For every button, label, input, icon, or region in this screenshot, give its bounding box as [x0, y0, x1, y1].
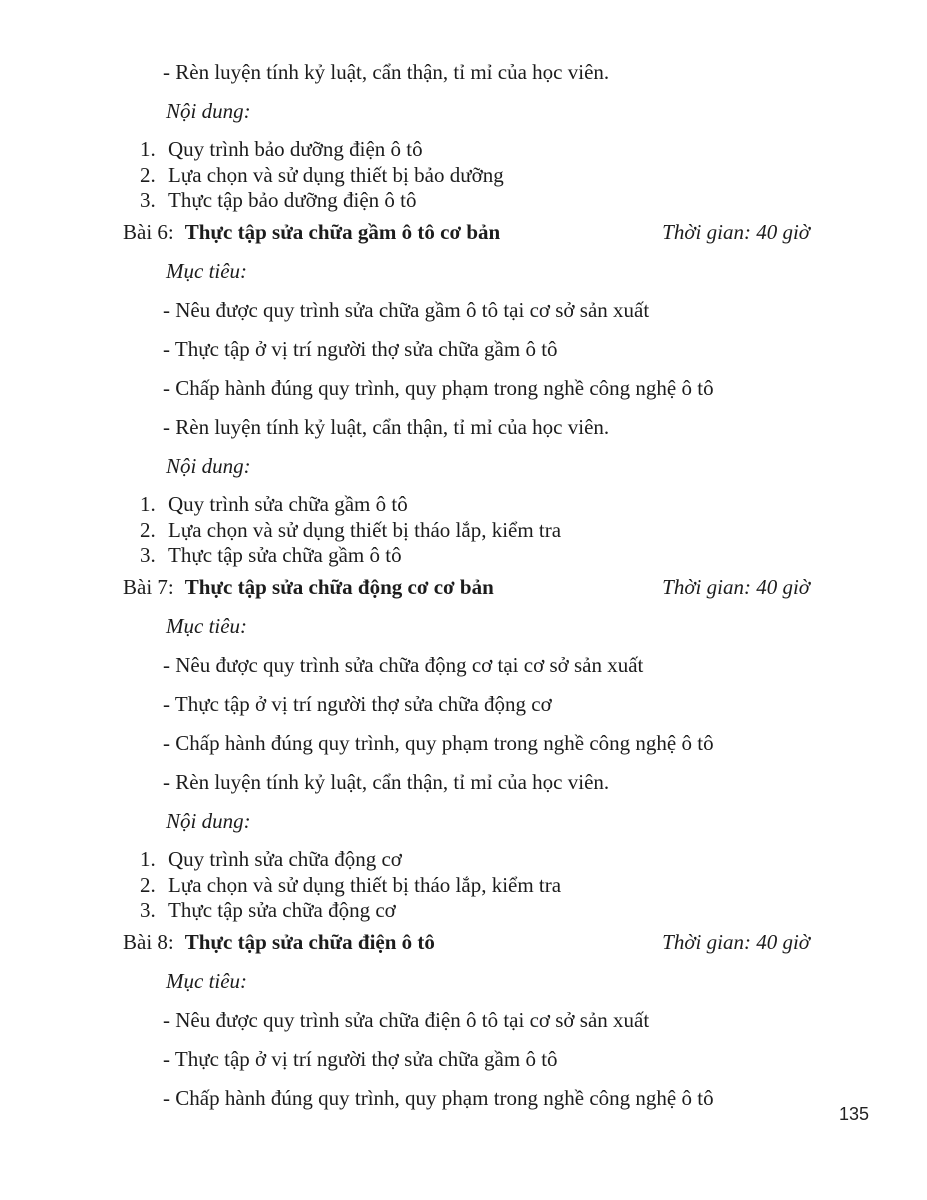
objective-line: - Nêu được quy trình sửa chữa động cơ tại cơ sở sản xuất [163, 653, 644, 677]
list-item-number: 3. [140, 898, 156, 922]
lesson-heading-bai-6 [123, 220, 810, 246]
list-item [140, 518, 927, 544]
list-item [140, 163, 927, 189]
list-item-text: Quy trình bảo dưỡng điện ô tô [168, 137, 423, 161]
list-item-text: Lựa chọn và sử dụng thiết bị tháo lắp, kiểm tra [168, 517, 562, 542]
objective-line: - Rèn luyện tính kỷ luật, cẩn thận, tỉ mỉ của học viên. [163, 415, 610, 439]
objective-line: - Nêu được quy trình sửa chữa điện ô tô tại cơ sở sản xuất [163, 1008, 650, 1032]
list-item [140, 898, 927, 924]
list-item [140, 847, 927, 873]
content-list [140, 137, 927, 214]
list-item [140, 873, 927, 899]
list-item [140, 188, 927, 214]
list-item [140, 137, 927, 163]
content-label: Nội dung: [166, 809, 251, 833]
content-list [140, 492, 927, 569]
list-item [140, 492, 927, 518]
objectives-label: Mục tiêu: [166, 969, 248, 993]
lesson-title: Thực tập sửa chữa điện ô tô [184, 929, 435, 954]
objective-line: - Thực tập ở vị trí người thợ sửa chữa động cơ [163, 692, 552, 716]
objective-line: - Chấp hành đúng quy trình, quy phạm trong nghề công nghệ ô tô [163, 1086, 714, 1110]
list-item-text: Thực tập bảo dưỡng điện ô tô [168, 188, 417, 212]
list-item-text: Lựa chọn và sử dụng thiết bị bảo dưỡng [168, 162, 504, 187]
lesson-duration: Thời gian: 40 giờ [662, 929, 810, 954]
lesson-number-label: Bài 7: [123, 574, 174, 599]
objective-line: - Nêu được quy trình sửa chữa gầm ô tô tại cơ sở sản xuất [163, 298, 650, 322]
list-item-text: Thực tập sửa chữa gầm ô tô [168, 543, 402, 567]
list-item-number: 1. [140, 137, 156, 161]
objective-line: - Rèn luyện tính kỷ luật, cẩn thận, tỉ mỉ của học viên. [163, 770, 610, 794]
objective-line: - Rèn luyện tính kỷ luật, cẩn thận, tỉ mỉ của học viên. [163, 60, 610, 84]
objective-line: - Chấp hành đúng quy trình, quy phạm trong nghề công nghệ ô tô [163, 376, 714, 400]
objective-line: - Thực tập ở vị trí người thợ sửa chữa gầm ô tô [163, 1047, 558, 1071]
lesson-number-label: Bài 8: [123, 929, 174, 954]
content-label: Nội dung: [166, 454, 251, 478]
list-item-number: 3. [140, 543, 156, 567]
list-item-number: 2. [140, 872, 156, 897]
list-item-number: 1. [140, 492, 156, 516]
list-item-text: Quy trình sửa chữa động cơ [168, 847, 402, 871]
lesson-heading-bai-7 [123, 575, 810, 601]
list-item-number: 2. [140, 162, 156, 187]
objectives-label: Mục tiêu: [166, 259, 248, 283]
list-item-text: Thực tập sửa chữa động cơ [168, 898, 396, 922]
objectives-label: Mục tiêu: [166, 614, 248, 638]
page-number: 135 [838, 1104, 869, 1124]
content-label: Nội dung: [166, 99, 251, 123]
content-list [140, 847, 927, 924]
lesson-title: Thực tập sửa chữa gầm ô tô cơ bản [184, 219, 501, 244]
lesson-duration: Thời gian: 40 giờ [662, 574, 810, 599]
list-item-number: 3. [140, 188, 156, 212]
list-item-text: Lựa chọn và sử dụng thiết bị tháo lắp, kiểm tra [168, 872, 562, 897]
objective-line: - Chấp hành đúng quy trình, quy phạm trong nghề công nghệ ô tô [163, 731, 714, 755]
list-item-number: 2. [140, 517, 156, 542]
lesson-title: Thực tập sửa chữa động cơ cơ bản [184, 574, 494, 599]
lesson-duration: Thời gian: 40 giờ [662, 219, 810, 244]
objective-line: - Thực tập ở vị trí người thợ sửa chữa gầm ô tô [163, 337, 558, 361]
lesson-number-label: Bài 6: [123, 219, 174, 244]
list-item-text: Quy trình sửa chữa gầm ô tô [168, 492, 408, 516]
lesson-heading-bai-8 [123, 930, 810, 956]
list-item-number: 1. [140, 847, 156, 871]
list-item [140, 543, 927, 569]
